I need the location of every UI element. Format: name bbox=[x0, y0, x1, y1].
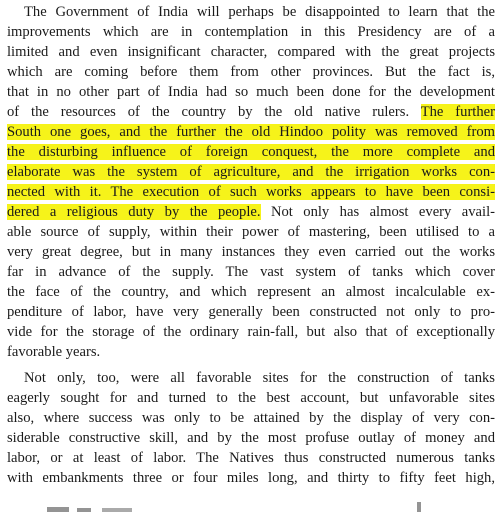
text-line: which are coming before them from other provinces. But the fact is, bbox=[7, 64, 495, 80]
text-line: labor, or at least of labor. The Natives thus constructed numerous tanks bbox=[7, 450, 495, 466]
text-line: also, where success was only to be attained by the display of very con- bbox=[7, 410, 495, 426]
text-line bbox=[7, 162, 495, 182]
highlighted-text: dered a religious duty by the people. bbox=[7, 204, 261, 220]
text-line: with embankments three or four miles long, and thirty to fifty feet high, bbox=[7, 470, 495, 486]
text-line bbox=[7, 182, 495, 202]
text-line: siderable constructive skill, and by the most profuse outlay of money and bbox=[7, 430, 495, 446]
text-line: vide for the storage of the ordinary rain-fall, but also that of exceptionally bbox=[7, 324, 495, 340]
highlighted-text: The further bbox=[420, 104, 495, 120]
highlighted-text: elaborate was the system of agriculture, and the irrigation works con- bbox=[7, 164, 495, 180]
text-line: far in advance of the supply. The vast system of tanks which cover bbox=[7, 264, 495, 280]
text-line: very great degree, but in many instances they even carried out the works bbox=[7, 244, 495, 260]
text-line: improvements which are in contemplation in this Presidency are of a bbox=[7, 24, 495, 40]
text-line: limited and even insignificant character, compared with the great projects bbox=[7, 44, 495, 60]
text-line: able source of supply, within their power of mastering, been utilised to a bbox=[7, 224, 495, 240]
text-line: the face of the country, and which represent an almost incalculable ex- bbox=[7, 284, 495, 300]
text-line bbox=[7, 122, 495, 142]
highlighted-text: the disturbing influence of foreign conquest, the more complete and bbox=[7, 144, 495, 160]
text-line: of the resources of the country by the old native rulers. The further bbox=[7, 104, 495, 120]
text-line: The Government of India will perhaps be disappointed to learn that the bbox=[24, 4, 495, 20]
text-line bbox=[7, 142, 495, 162]
text-line: Not only, too, were all favorable sites for the construction of tanks bbox=[24, 370, 495, 386]
highlighted-text: South one goes, and the further the old Hindoo polity was removed from bbox=[7, 124, 495, 140]
text-line: eagerly sought for and turned to the best account, but unfavorable sites bbox=[7, 390, 495, 406]
text-line: penditure of labor, have very generally been constructed not only to pro- bbox=[7, 304, 495, 320]
text-line: favorable years. bbox=[7, 344, 101, 360]
text-line: dered a religious duty by the people. Not only has almost every avail- bbox=[7, 204, 495, 220]
highlighted-text: nected with it. The execution of such works appears to have been consi- bbox=[7, 184, 495, 200]
text-line: that in no other part of India had so much been done for the development bbox=[7, 84, 495, 100]
